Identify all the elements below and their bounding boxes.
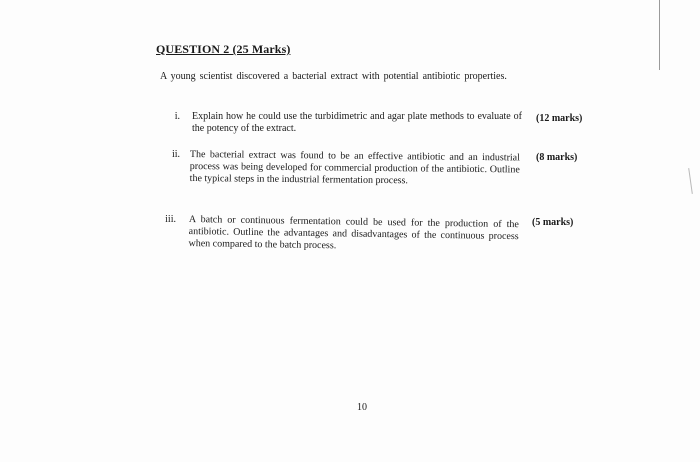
part-3-marks: (5 marks) — [532, 217, 574, 228]
part-3-numeral: iii. — [165, 214, 176, 225]
page-edge-mark — [688, 168, 693, 194]
page-edge-line — [659, 0, 660, 70]
question-heading: QUESTION 2 (25 Marks) — [156, 42, 291, 56]
page-number: 10 — [357, 402, 367, 413]
question-intro: A young scientist discovered a bacterial extract with potential antibiotic properties. — [160, 71, 507, 82]
part-2-text: The bacterial extract was found to be an effective antibiotic and an industrial process was being developed for commercial production of the antibiotic. Outline the typical steps in the industrial fermentation process. — [189, 149, 520, 187]
part-2-numeral: ii. — [171, 149, 180, 160]
part-3-text: A batch or continuous fermentation could be used for the production of the antibiotic. Outline the advantages and disadvantages of the continuous process when compared to the batch process. — [188, 214, 519, 252]
part-1-text: Explain how he could use the turbidimetric and agar plate methods to evaluate of the potency of the extract. — [192, 111, 522, 134]
part-1-marks: (12 marks) — [536, 113, 583, 124]
part-1-numeral: i. — [174, 111, 180, 122]
part-2-marks: (8 marks) — [536, 152, 578, 163]
